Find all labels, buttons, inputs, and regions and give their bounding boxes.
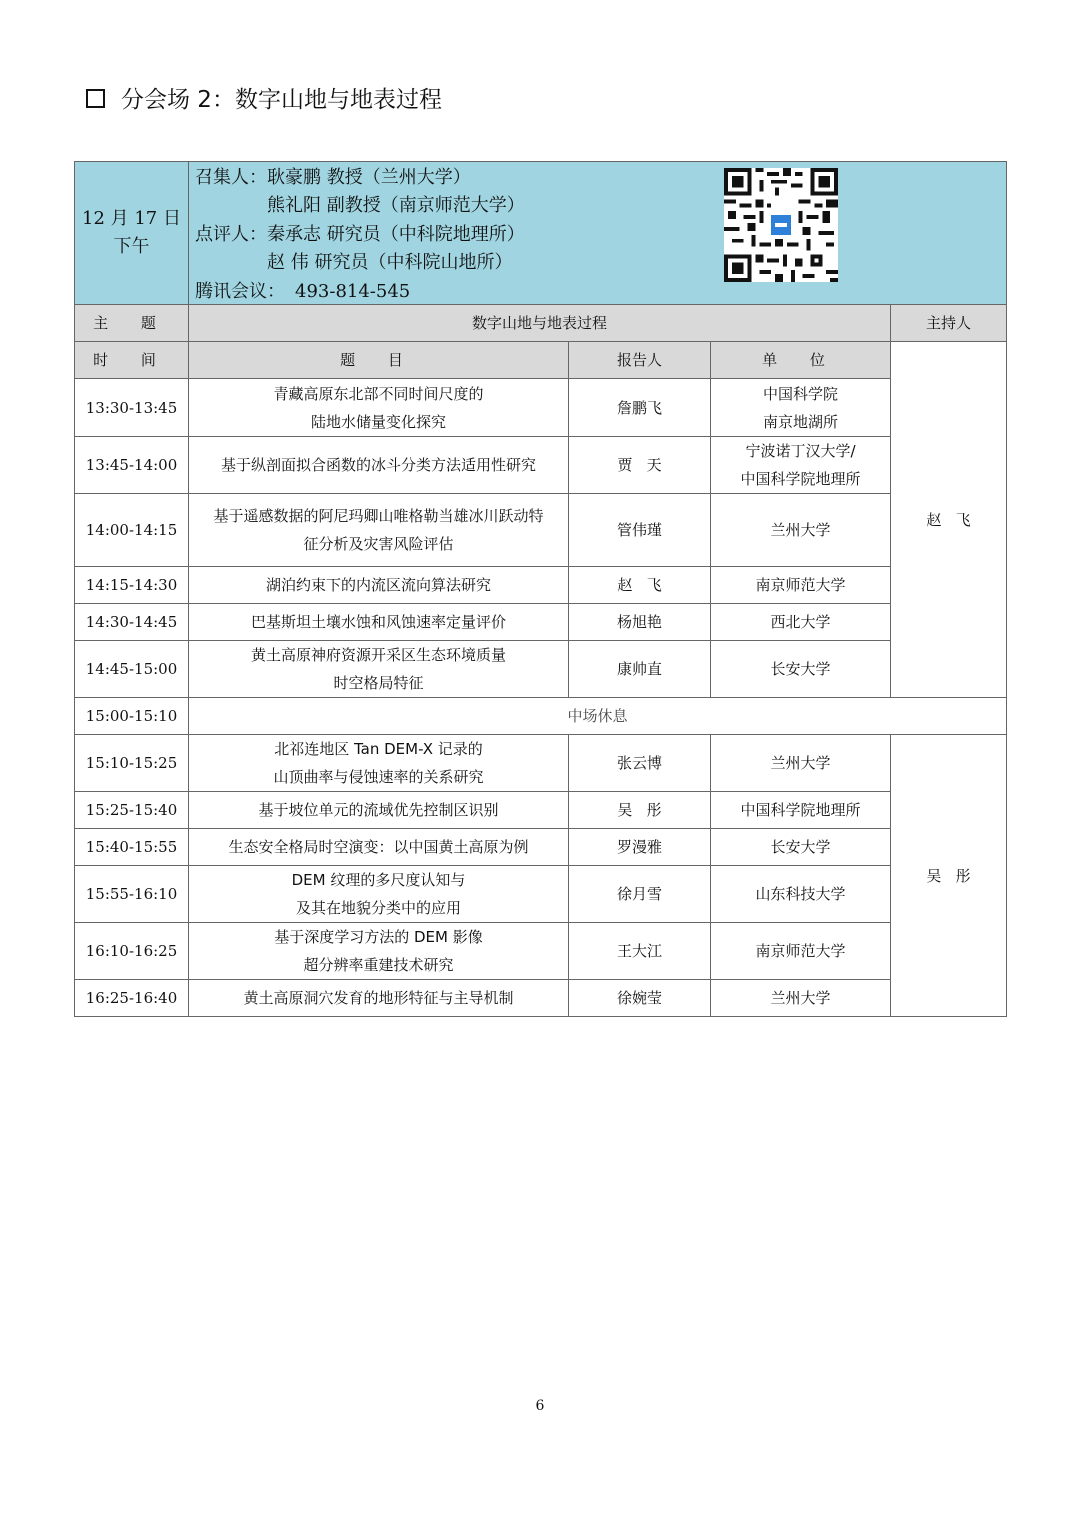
reviewer-2: 赵 伟 研究员（中科院山地所）	[267, 252, 513, 274]
row-topic: 青藏高原东北部不同时间尺度的 陆地水储量变化探究	[189, 379, 569, 437]
host-cell-first	[891, 342, 1007, 698]
table-row	[75, 866, 1007, 923]
row-time: 14:45-15:00	[75, 641, 189, 698]
row-unit: 南京师范大学	[711, 923, 891, 980]
page-number: 6	[535, 1398, 545, 1414]
section-heading	[86, 82, 442, 117]
break-label: 中场休息	[189, 698, 1007, 735]
table-row	[75, 379, 1007, 437]
row-unit: 山东科技大学	[711, 866, 891, 923]
row-topic: 基于遥感数据的阿尼玛卿山唯格勒当雄冰川跃动特 征分析及灾害风险评估	[189, 494, 569, 567]
row-time: 14:30-14:45	[75, 604, 189, 641]
schedule-table	[74, 161, 1007, 1017]
row-time: 13:45-14:00	[75, 437, 189, 494]
row-topic: 基于纵剖面拟合函数的冰斗分类方法适用性研究	[189, 437, 569, 494]
table-row	[75, 923, 1007, 980]
row-topic: 黄土高原洞穴发育的地形特征与主导机制	[189, 980, 569, 1017]
theme-value: 数字山地与地表过程	[189, 305, 891, 342]
row-time: 14:15-14:30	[75, 567, 189, 604]
row-reporter: 徐婉莹	[569, 980, 711, 1017]
row-topic: 北祁连地区 Tan DEM-X 记录的 山顶曲率与侵蚀速率的关系研究	[189, 735, 569, 792]
host-first: 赵 飞	[926, 510, 971, 529]
row-time: 13:30-13:45	[75, 379, 189, 437]
row-unit: 长安大学	[711, 641, 891, 698]
row-topic: 基于深度学习方法的 DEM 影像 超分辨率重建技术研究	[189, 923, 569, 980]
info-row	[75, 162, 1007, 305]
table-row	[75, 735, 1007, 792]
row-unit: 宁波诺丁汉大学/ 中国科学院地理所	[711, 437, 891, 494]
table-row	[75, 980, 1007, 1017]
session-info-cell	[189, 162, 1007, 305]
row-reporter: 赵 飞	[569, 567, 711, 604]
row-time: 14:00-14:15	[75, 494, 189, 567]
reviewer-line-1: 点评人：秦承志 研究员（中科院地理所）	[195, 223, 525, 245]
time-header: 时 间	[75, 342, 189, 379]
reporter-header: 报告人	[569, 342, 711, 379]
row-unit: 兰州大学	[711, 494, 891, 567]
row-reporter: 王大江	[569, 923, 711, 980]
row-reporter: 张云博	[569, 735, 711, 792]
session-period: 下午	[113, 236, 150, 257]
row-time: 16:25-16:40	[75, 980, 189, 1017]
reviewer-1: 秦承志 研究员（中科院地理所）	[267, 223, 525, 245]
row-reporter: 罗漫雅	[569, 829, 711, 866]
section-prefix: 分会场 2：	[121, 87, 235, 113]
unit-header: 单 位	[711, 342, 891, 379]
row-reporter: 管伟瑾	[569, 494, 711, 567]
tencent-meeting-id: 493-814-545	[295, 280, 411, 302]
table-row	[75, 604, 1007, 641]
row-topic: DEM 纹理的多尺度认知与 及其在地貌分类中的应用	[189, 866, 569, 923]
table-row	[75, 641, 1007, 698]
table-row	[75, 494, 1007, 567]
checkbox-bullet-icon	[86, 89, 105, 108]
row-unit: 长安大学	[711, 829, 891, 866]
convener-2: 熊礼阳 副教授（南京师范大学）	[267, 195, 525, 217]
row-time: 15:10-15:25	[75, 735, 189, 792]
table-row	[75, 792, 1007, 829]
row-topic: 湖泊约束下的内流区流向算法研究	[189, 567, 569, 604]
topic-header: 题 目	[189, 342, 569, 379]
row-reporter: 康帅直	[569, 641, 711, 698]
row-topic: 基于坡位单元的流域优先控制区识别	[189, 792, 569, 829]
row-time: 15:55-16:10	[75, 866, 189, 923]
row-topic: 黄土高原神府资源开采区生态环境质量 时空格局特征	[189, 641, 569, 698]
row-time: 15:40-15:55	[75, 829, 189, 866]
convener-1: 耿豪鹏 教授（兰州大学）	[267, 167, 471, 188]
break-row	[75, 698, 1007, 735]
section-title: 数字山地与地表过程	[234, 87, 442, 113]
row-reporter: 贾 天	[569, 437, 711, 494]
table-row	[75, 437, 1007, 494]
column-header-row	[75, 342, 1007, 379]
table-row	[75, 567, 1007, 604]
qr-code-icon[interactable]	[724, 168, 838, 282]
row-unit: 兰州大学	[711, 980, 891, 1017]
row-reporter: 詹鹏飞	[569, 379, 711, 437]
row-reporter: 杨旭艳	[569, 604, 711, 641]
convener-line-1: 召集人：耿豪鹏 教授（兰州大学）	[195, 167, 471, 188]
row-unit: 中国科学院地理所	[711, 792, 891, 829]
row-topic: 巴基斯坦土壤水蚀和风蚀速率定量评价	[189, 604, 569, 641]
row-reporter: 吴 彤	[569, 792, 711, 829]
break-time: 15:00-15:10	[75, 698, 189, 735]
row-unit: 兰州大学	[711, 735, 891, 792]
row-topic: 生态安全格局时空演变：以中国黄土高原为例	[189, 829, 569, 866]
host-label: 主持人	[891, 305, 1007, 342]
host-cell-second	[891, 735, 1007, 1017]
row-unit: 西北大学	[711, 604, 891, 641]
row-unit: 南京师范大学	[711, 567, 891, 604]
tencent-meeting-line: 腾讯会议： 493-814-545	[195, 280, 411, 302]
session-date: 12 月 17 日	[82, 208, 181, 229]
theme-label: 主 题	[75, 305, 189, 342]
row-time: 15:25-15:40	[75, 792, 189, 829]
row-time: 16:10-16:25	[75, 923, 189, 980]
theme-row	[75, 305, 1007, 342]
table-row	[75, 829, 1007, 866]
date-cell	[75, 162, 189, 305]
row-reporter: 徐月雪	[569, 866, 711, 923]
row-unit: 中国科学院 南京地湖所	[711, 379, 891, 437]
host-second: 吴 彤	[926, 866, 971, 885]
